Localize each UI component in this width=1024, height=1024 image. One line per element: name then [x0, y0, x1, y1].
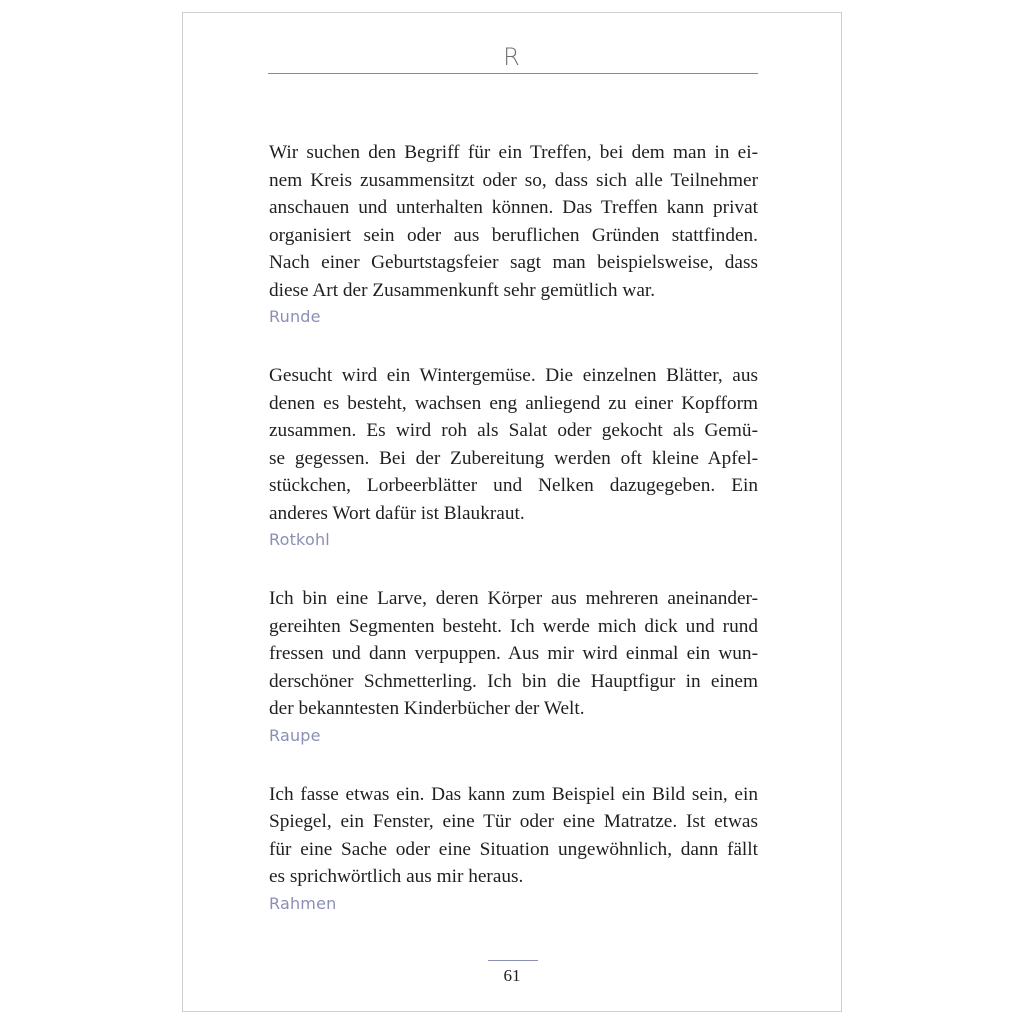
riddle-answer: Runde: [269, 307, 321, 326]
riddle-answer: Rotkohl: [269, 530, 330, 549]
riddle-line: Nach einer Geburtstagsfeier sagt man beispielsweise, dass: [269, 252, 758, 273]
riddle-line: se gegessen. Bei der Zubereitung werden oft kleine Apfel-: [269, 447, 758, 469]
riddle-line: organisiert sein oder aus beruflichen Gründen stattfinden.: [269, 224, 758, 246]
riddle-line: diese Art der Zusammenkunft sehr gemütlich war.: [269, 279, 656, 301]
page-number: 61: [503, 966, 521, 985]
riddle-line: anderes Wort dafür ist Blaukraut.: [269, 502, 525, 524]
riddle-answer: Raupe: [269, 725, 321, 745]
riddle-line: zusammen. Es wird roh als Salat oder gekocht als Gemü-: [269, 420, 758, 441]
riddle-text: [269, 781, 758, 891]
riddle-line: nem Kreis zusammensitzt oder so, dass sich alle Teilnehmer: [269, 169, 758, 191]
riddle-line: stückchen, Lorbeerblätter und Nelken dazugegeben. Ein: [269, 475, 758, 496]
riddle-list: [269, 139, 758, 949]
riddle-line: denen es besteht, wachsen eng anliegend zu einer Kopfform: [269, 392, 758, 414]
riddle-line: für eine Sache oder eine Situation ungewöhnlich, dann fällt: [269, 838, 758, 860]
riddle-1: [269, 139, 758, 330]
section-letter: R: [503, 43, 521, 71]
riddle-line: der bekanntesten Kinderbücher der Welt.: [269, 698, 585, 719]
riddle-4: [269, 781, 758, 917]
riddle-line: Spiegel, ein Fenster, eine Tür oder eine Matratze. Ist etwas: [269, 811, 758, 832]
riddle-line: Wir suchen den Begriff für ein Treffen, bei dem man in ei-: [269, 142, 758, 163]
footer-divider: [488, 960, 538, 961]
riddle-line: es sprichwörtlich aus mir heraus.: [269, 866, 524, 887]
riddle-line: Ich fasse etwas ein. Das kann zum Beispiel ein Bild sein, ein: [269, 783, 758, 805]
riddle-line: Ich bin eine Larve, deren Körper aus mehreren aneinander-: [269, 588, 758, 609]
riddle-3: [269, 585, 758, 749]
riddle-line: derschöner Schmetterling. Ich bin die Hauptfigur in einem: [269, 670, 758, 692]
riddle-2: [269, 362, 758, 553]
book-page: [182, 12, 842, 1012]
riddle-line: anschauen und unterhalten können. Das Treffen kann privat: [269, 197, 758, 218]
riddle-text: [269, 585, 758, 723]
riddle-line: gereihten Segmenten besteht. Ich werde mich dick und rund: [269, 615, 758, 637]
header-divider: [268, 73, 758, 74]
riddle-text: [269, 362, 758, 527]
riddle-text: [269, 139, 758, 304]
riddle-answer: Rahmen: [269, 893, 337, 913]
riddle-line: fressen und dann verpuppen. Aus mir wird einmal ein wun-: [269, 643, 758, 664]
riddle-line: Gesucht wird ein Wintergemüse. Die einzelnen Blätter, aus: [269, 365, 758, 386]
